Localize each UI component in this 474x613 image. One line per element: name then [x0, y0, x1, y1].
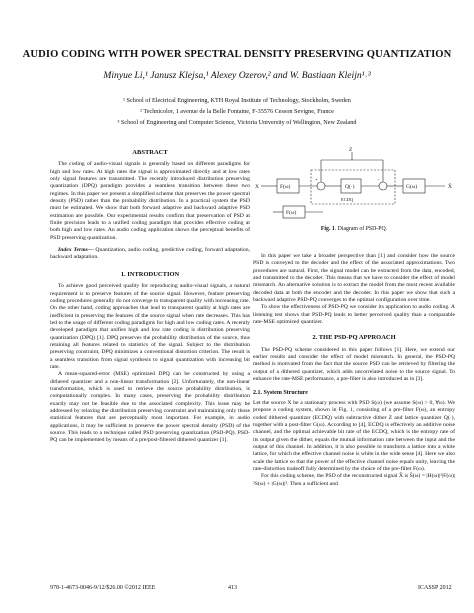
index-terms — [50, 247, 250, 262]
figure-caption-text: . Diagram of PSD-PQ. — [334, 226, 388, 232]
label-minus: − — [377, 178, 380, 183]
label-x: X — [255, 184, 259, 190]
label-ecdq: ECDQ — [341, 197, 354, 202]
psd-pq-diagram — [253, 146, 463, 226]
dither-add-junction — [317, 182, 325, 190]
figure-caption-label: Fig. 1 — [320, 226, 335, 232]
intro-heading: 1. INTRODUCTION — [120, 270, 180, 278]
label-q: Q(·) — [345, 184, 355, 190]
paper-title: AUDIO CODING WITH POWER SPECTRAL DENSITY PRESERVING QUANTIZATION — [22, 49, 452, 60]
system-structure-paragraph: Let the source X be a stationary process with PSD S(ω) (we assume S(ω) > 0, ∀ω). We propose a coding system, shown in Fig. 1, consisting of a pre-filter F(ω), an entropy coded dithered quantizer (ECDQ) with subtractive dither Z and lattice quantizer Q(·), together with a post-filter G(ω). According to [4], ECDQ is effectively an additive noise channel, and the optimal achievable bit rate of the ECDQ, which is the entropy rate of its output given the dither, equals the mutual information rate between the input and the output of this channel. In addition, it is also possible to transform a lattice into a white lattice, for which the effective channel noise is white in the wide sense [4]. Here we also scale the lattice so that the power of the effective channel noise equals unity, leaving the rate-distortion tradeoff fully determined by the choice of the pre-filter F(ω). — [253, 399, 455, 472]
footer-page-number: 413 — [228, 585, 237, 591]
label-f-bottom: F(ω) — [286, 210, 297, 216]
intro-paragraph-2: A mean-squared-error (MSE) optimized DPQ can be constructed by using a dithered quantizer and a non-linear transformation [2]. Unfortunately, the non-linear transformation, which is used to retrieve the source probability distribution, is computationally complex. In many cases, preserving the probability distribution exactly may not be feasible due to the associated complexity. This issue may be addressed by relaxing the distribution preserving constraint and maintaining only those statistical features that are perceptually most important. For example, in audio applications, it may be sufficient to preserve the power spectral density (PSD) of the source. This leads to a technique called PSD preserving quantization (PSD-PQ). PSD-PQ can be implemented by means of a pre/post-filtered dithered quantizer [1]. — [50, 371, 250, 444]
label-g: G(ω) — [406, 184, 418, 190]
index-terms-text: Quantization, audio coding, predictive coding, forward adaptation, backward adaptation. — [50, 247, 250, 261]
footer-isbn: 978-1-4673-0046-9/12/$26.00 ©2012 IEEE — [50, 585, 156, 591]
section-2-paragraph: The PSD-PQ scheme considered in this paper follows [1]. Here, we extend our earlier results and consider the effect of model mismatch. In general, the PSD-PQ method is motivated from the fact that the source PSD can be retrieved by filtering the output of a dithered quantizer, which adds uncorrelated noise to the source signal. To enhance the rate-MSE performance, a pre-filter is also introduced as in [3]. — [253, 346, 455, 383]
label-plus: + — [315, 178, 318, 183]
subsection-2-1-heading: 2.1. System Structure — [253, 389, 308, 396]
label-xhat: X̂ — [448, 184, 452, 190]
label-f-top: F(ω) — [280, 184, 291, 190]
affiliation-2: ² Technicolor, 1 avenue de la Belle Fontaine, F-35576 Cesson Sevigne, France — [140, 108, 334, 115]
left-column — [50, 146, 250, 445]
paper-authors: Minyue Li,¹ Janusz Klejsa,¹ Alexey Ozerov,² and W. Bastiaan Kleijn¹˒³ — [103, 70, 371, 81]
right-paragraph-2: To show the effectiveness of PSD-PQ we consider its application to audio coding. A listening test shows that PSD-PQ leads to better perceived quality than a comparable rate-MSE optimized quantizer. — [253, 304, 455, 326]
abstract-heading: ABSTRACT — [132, 149, 168, 156]
affiliation-1: ¹ School of Electrical Engineering, KTH Royal Institute of Technology, Stockholm, Sweden — [123, 97, 351, 104]
affiliation-3: ³ School of Engineering and Computer Science, Victoria University of Wellington, New Zealand — [117, 119, 357, 126]
intro-paragraph-1: To achieve good perceived quality for reproducing audio-visual signals, a natural requirement is to preserve features of the source signal. However, feature preserving coding procedures generally do not converge to transparent quality with increasing rate. On the other hand, coding approaches that lead to transparent quality at high rates are inefficient in preserving the features of the source signal when rate decreases. This has led to the usage of different coding paradigms for high and low coding rates. A recently developed paradigm that unifies high and low rate coding is distribution preserving quantization (DPQ) [1]. DPQ preserves the probability distribution of the source, thus retaining all features related to statistics of the signal. Subject to the distribution preserving constraint, DPQ minimizes a conventional distortion criterion. The result is a seamless transition from signal synthesis to signal quantization with increasing bit rate. — [50, 283, 250, 370]
section-2-heading: 2. THE PSD-PQ APPROACH — [312, 334, 396, 342]
footer-venue: ICASSP 2012 — [418, 585, 452, 591]
dither-sub-junction — [379, 182, 387, 190]
figure-caption — [253, 226, 455, 232]
affiliations — [40, 95, 434, 128]
abstract-text: The coding of audio-visual signals is generally based on different paradigms for high and low rates. At high rates the signal is approximated directly and at low rates only signal features are transmitted. The recently introduced distribution preserving quantization (DPQ) paradigm provides a seamless transition between these two regimes. In this paper we present a simplified scheme that preserves the power spectral density (PSD) rather than the probability distribution. In a practical system the PSD must be estimated. We show that both forward adaptive and backward adaptive PSD estimation are possible. Our experimental results confirm that preservation of PSD at finite precision leads to a unified coding paradigm that provides effective coding at both high and low rates. An audio coding application shows the perceptual benefits of PSD preserving quantization. — [50, 161, 250, 241]
index-terms-label: Index Terms— — [58, 247, 94, 254]
right-column — [253, 253, 455, 488]
right-paragraph-1: In this paper we take a broader perspective than [1] and consider how the source PSD is conveyed to the decoder and the effect of the associated approximations. Two procedures are natural. First, the signal model can be extracted from the data, encoded, and transmitted to the decoder. This means that we have to consider the effect of model mismatch. An alternative solution is to extract the model from the most recent available decoded data at both the encoder and the decoder. In this paper we show that such a backward adaptive PSD-PQ converges to the optimal configuration over time. — [253, 253, 455, 304]
label-z: Z — [349, 147, 353, 153]
psd-paragraph: For this coding scheme, the PSD of the reconstructed signal X̂ is Ŝ(ω) = |H(ω)|²|F(ω)|²S(ω) + |G(ω)|². Then a sufficient and — [253, 473, 455, 487]
